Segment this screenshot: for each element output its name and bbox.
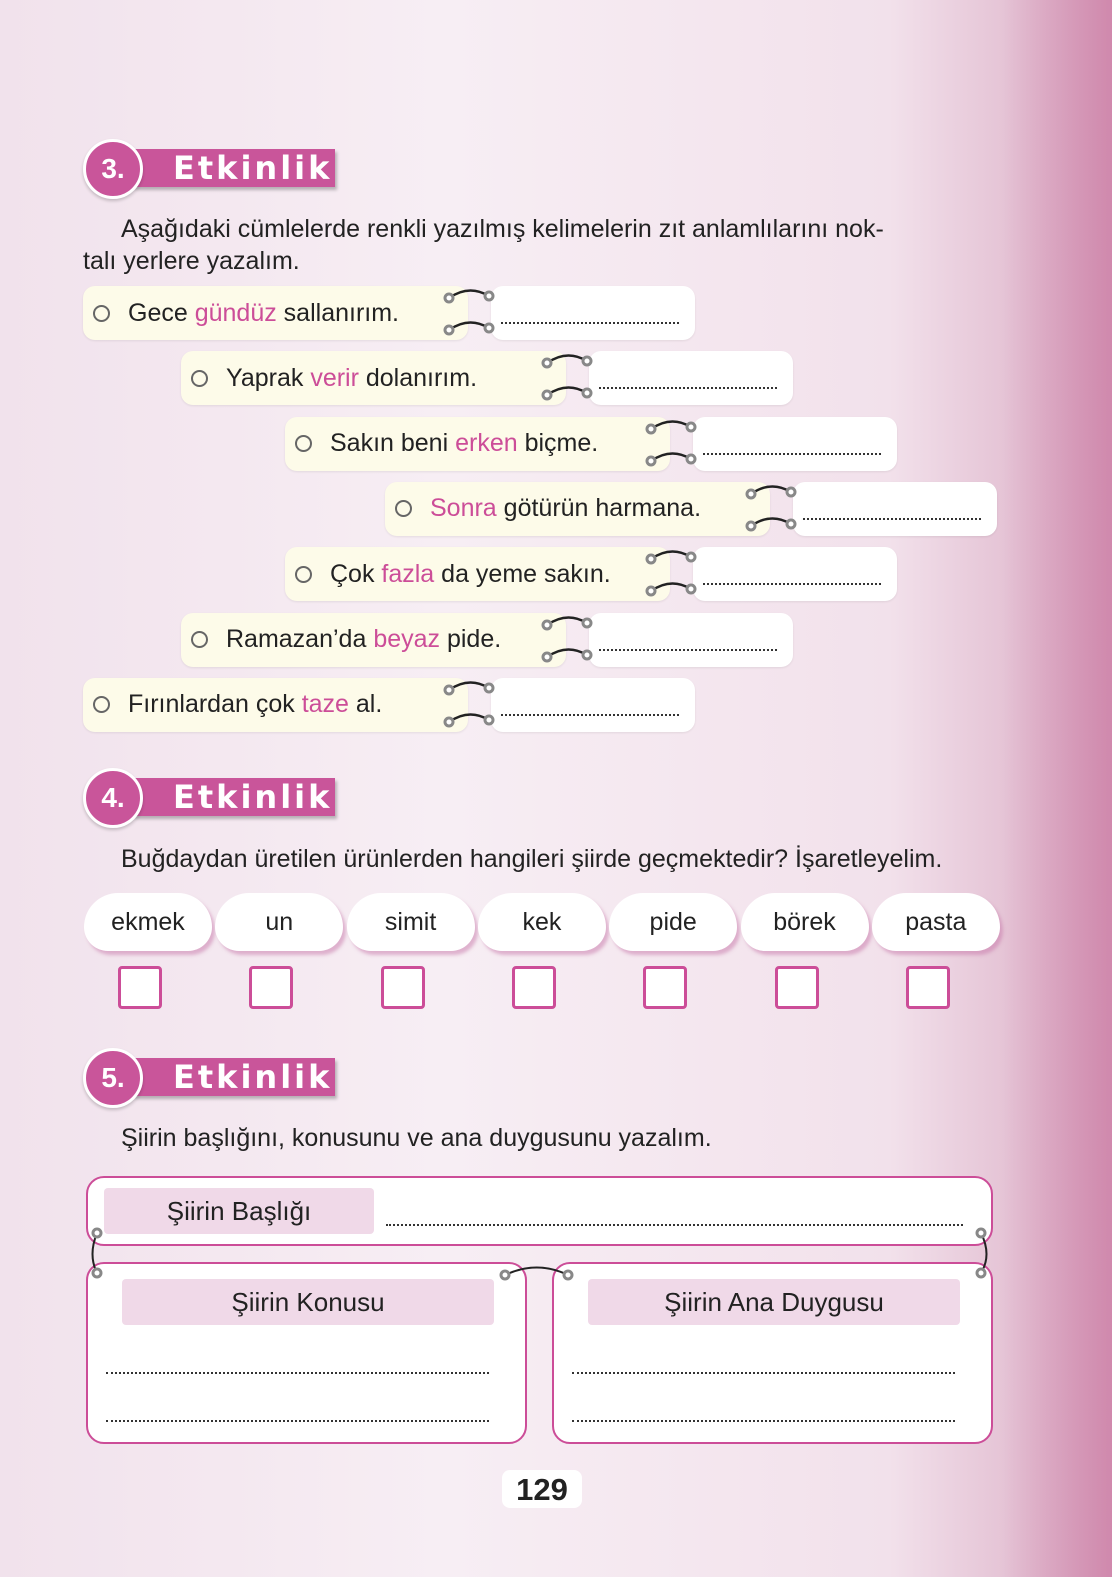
colored-word: verir (310, 363, 359, 392)
sentence-part: biçme. (517, 429, 599, 458)
sentence-part: sallanırım. (276, 298, 399, 327)
poem-topic-label: Şiirin Konusu (122, 1279, 494, 1325)
option-cloud-simit: simit (347, 893, 475, 951)
sentence-part: Yaprak (226, 363, 311, 392)
activity-title: Etkinlik (133, 149, 335, 187)
colored-word: erken (455, 429, 518, 458)
sentence-part: Çok (330, 559, 382, 588)
option-cloud-ekmek: ekmek (84, 893, 212, 951)
colored-word: taze (301, 690, 349, 719)
instruction-line: Aşağıdaki cümlelerde renkli yazılmış kelimelerin zıt anlamlılarını nok- (121, 215, 884, 243)
activity-4-instruction: Buğdaydan üretilen ürünlerden hangileri şiirde geçmektedir? İşaretleyelim. (121, 845, 943, 873)
activity-5-instruction: Şiirin başlığını, konusunu ve ana duygusunu yazalım. (121, 1124, 712, 1152)
option-cloud-pide: pide (609, 893, 737, 951)
option-cloud-pasta: pasta (872, 893, 1000, 951)
option-cloud-börek: börek (741, 893, 869, 951)
poem-emotion-label: Şiirin Ana Duygusu (588, 1279, 960, 1325)
sentence-part: Ramazan’da (226, 625, 374, 653)
colored-word: gündüz (194, 298, 277, 327)
activity-title: Etkinlik (133, 1058, 335, 1096)
colored-word: fazla (381, 559, 435, 588)
colored-word: beyaz (373, 625, 441, 653)
sentence-part: dolanırım. (358, 363, 478, 392)
instruction-line: talı yerlere yazalım. (83, 247, 300, 275)
sentence-part: da yeme sakın. (434, 559, 611, 588)
page-number: 129 (502, 1470, 582, 1508)
poem-title-label: Şiirin Başlığı (104, 1188, 374, 1234)
sentence-part: Sakın beni (330, 429, 456, 458)
sentence-part: götürün harmana. (496, 494, 702, 523)
activity-number: 3. (83, 139, 143, 199)
colored-word: Sonra (430, 494, 497, 523)
activity-number: 5. (83, 1048, 143, 1108)
sentence-part: Fırınlardan çok (128, 690, 302, 719)
option-cloud-kek: kek (478, 893, 606, 951)
option-cloud-un: un (215, 893, 343, 951)
activity-title: Etkinlik (133, 778, 335, 816)
sentence-part: pide. (440, 625, 502, 653)
sentence-part: al. (348, 690, 383, 719)
activity-number: 4. (83, 768, 143, 828)
sentence-part: Gece (128, 298, 195, 327)
